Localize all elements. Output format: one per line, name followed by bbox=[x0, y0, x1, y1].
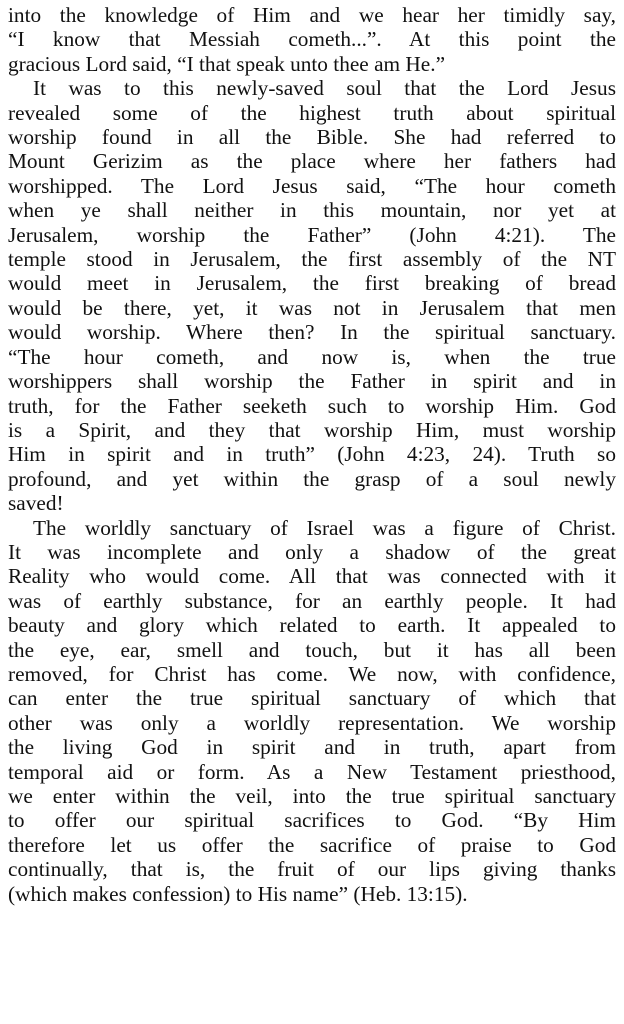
text-line: is a Spirit, and they that worship Him, must worship bbox=[8, 417, 616, 442]
text-line: temporal aid or form. As a New Testament priesthood, bbox=[8, 759, 616, 784]
text-line: removed, for Christ has come. We now, with confidence, bbox=[8, 661, 616, 686]
text-line: worship found in all the Bible. She had referred to bbox=[8, 125, 616, 150]
text-line: “I know that Messiah cometh...”. At this point the bbox=[8, 27, 616, 52]
text-line: therefore let us offer the sacrifice of praise to God bbox=[8, 832, 616, 857]
text-line: The worldly sanctuary of Israel was a figure of Christ. bbox=[33, 515, 616, 540]
text-line: would meet in Jerusalem, the first breaking of bread bbox=[8, 271, 616, 296]
text-line: Jerusalem, worship the Father” (John 4:21). The bbox=[8, 222, 616, 247]
text-line: profound, and yet within the grasp of a soul newly bbox=[8, 466, 616, 491]
text-line: (which makes confession) to His name” (Heb. 13:15). bbox=[8, 881, 468, 906]
text-line: other was only a worldly representation. We worship bbox=[8, 710, 616, 735]
text-line: would be there, yet, it was not in Jerusalem that men bbox=[8, 295, 616, 320]
text-line: was of earthly substance, for an earthly people. It had bbox=[8, 588, 616, 613]
text-line: temple stood in Jerusalem, the first assembly of the NT bbox=[8, 247, 616, 272]
text-line: Mount Gerizim as the place where her fathers had bbox=[8, 149, 616, 174]
paragraph-2 bbox=[8, 76, 616, 515]
text-line: continually, that is, the fruit of our lips giving thanks bbox=[8, 857, 616, 882]
paragraph-3 bbox=[8, 516, 616, 907]
text-line: to offer our spiritual sacrifices to God. “By Him bbox=[8, 808, 616, 833]
text-line: we enter within the veil, into the true spiritual sanctuary bbox=[8, 784, 616, 808]
text-line: worshippers shall worship the Father in spirit and in bbox=[8, 369, 616, 394]
text-line: gracious Lord said, “I that speak unto thee am He.” bbox=[8, 51, 446, 76]
text-line: revealed some of the highest truth about spiritual bbox=[8, 100, 616, 125]
text-line: saved! bbox=[8, 491, 64, 516]
text-line: would worship. Where then? In the spiritual sanctuary. bbox=[8, 320, 616, 345]
text-line: worshipped. The Lord Jesus said, “The hour cometh bbox=[8, 173, 616, 198]
text-line: beauty and glory which related to earth. It appealed to bbox=[8, 613, 616, 638]
text-line: It was to this newly-saved soul that the Lord Jesus bbox=[33, 76, 616, 101]
text-line: It was incomplete and only a shadow of the great bbox=[8, 539, 616, 564]
text-line: “The hour cometh, and now is, when the true bbox=[8, 344, 616, 369]
paragraph-1 bbox=[8, 3, 616, 76]
text-line: into the knowledge of Him and we hear her timidly say, bbox=[8, 3, 616, 27]
text-line: truth, for the Father seeketh such to worship Him. God bbox=[8, 393, 616, 418]
text-line: when ye shall neither in this mountain, nor yet at bbox=[8, 198, 616, 223]
text-line: can enter the true spiritual sanctuary of which that bbox=[8, 686, 616, 711]
text-line: the living God in spirit and in truth, apart from bbox=[8, 735, 616, 760]
text-line: the eye, ear, smell and touch, but it has all been bbox=[8, 637, 616, 662]
text-line: Reality who would come. All that was connected with it bbox=[8, 564, 616, 589]
text-line: Him in spirit and in truth” (John 4:23, 24). Truth so bbox=[8, 442, 616, 467]
